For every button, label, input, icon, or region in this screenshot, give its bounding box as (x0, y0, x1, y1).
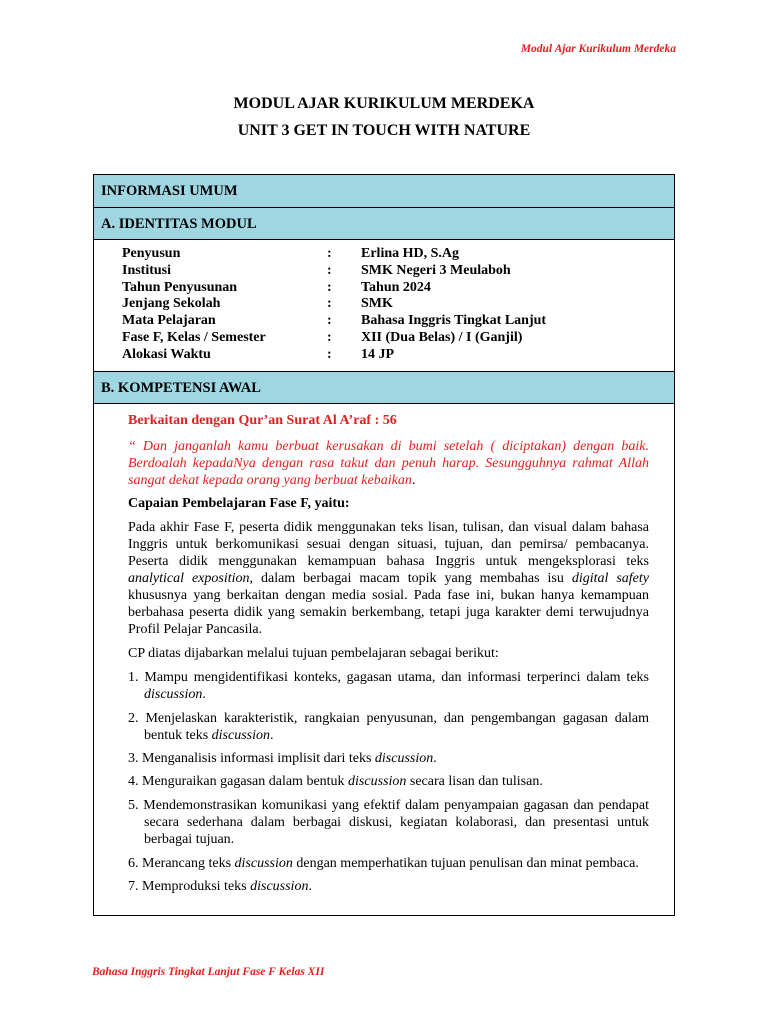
quote-end: . (411, 473, 416, 488)
section-kompetensi-awal: B. KOMPETENSI AWAL (94, 372, 674, 404)
identity-value: 14 JP (361, 346, 395, 362)
identity-key: Mata Pelajaran (122, 313, 216, 329)
identity-row (122, 330, 674, 347)
running-header: Modul Ajar Kurikulum Merdeka (520, 43, 676, 55)
list-item (128, 878, 649, 895)
identity-value: SMK Negeri 3 Meulaboh (361, 262, 511, 278)
goal-term: discussion (211, 727, 270, 743)
identity-row (122, 313, 674, 330)
document-title: MODUL AJAR KURIKULUM MERDEKA (233, 95, 535, 112)
goal-text: secara lisan dan tulisan. (406, 774, 543, 790)
identity-key: Jenjang Sekolah (122, 296, 221, 312)
goal-text: 1. Mampu mengidentifikasi konteks, gagasan utama, dan informasi terperinci dalam teks (128, 670, 649, 685)
list-item (128, 669, 649, 704)
goal-text: 2. Menjelaskan karakteristik, rangkaian penyusunan, dan pengembangan gagasan dalam bentuk teks (128, 710, 649, 743)
goal-text: dengan memperhatikan tujuan penulisan dan minat pembaca. (292, 855, 639, 871)
identity-key: Alokasi Waktu (122, 346, 211, 362)
identity-key: Tahun Penyusunan (122, 279, 238, 295)
kompetensi-content (94, 404, 674, 895)
goal-term: discussion (144, 687, 203, 703)
cp-term: analytical exposition (128, 571, 250, 586)
identity-colon: : (327, 279, 332, 295)
cp-text: , dalam berbagai macam topik yang membahas isu (249, 571, 572, 586)
identity-key: Fase F, Kelas / Semester (122, 329, 266, 345)
identity-key: Institusi (122, 262, 172, 278)
section-informasi-umum: INFORMASI UMUM (94, 175, 674, 208)
identity-row (122, 246, 674, 263)
running-footer: Bahasa Inggris Tingkat Lanjut Fase F Kelas XII (92, 966, 325, 978)
goal-text: 4. Menguraikan gagasan dalam bentuk (128, 774, 349, 790)
identity-colon: : (327, 329, 332, 345)
identity-value: Bahasa Inggris Tingkat Lanjut (361, 313, 547, 329)
list-item (128, 773, 649, 790)
identity-value: SMK (361, 296, 393, 312)
cp-text: Pada akhir Fase F, peserta didik menggunakan teks lisan, tulisan, dan visual dalam bahasa Inggris untuk berkomunikasi sesuai dengan situasi, tujuan, dan pemirsa/ pembacanya. Peserta didik menggunakan kemampuan bahasa Inggris untuk mengeksplorasi teks (128, 520, 649, 569)
document-subtitle: UNIT 3 GET IN TOUCH WITH NATURE (237, 122, 531, 139)
identity-value: Erlina HD, S.Ag (361, 246, 460, 261)
goal-text: . (308, 878, 312, 894)
goal-text: 3. Menganalisis informasi implisit dari teks (128, 751, 375, 767)
identity-row (122, 347, 674, 364)
list-item (128, 750, 649, 767)
identity-key: Penyusun (122, 246, 181, 261)
identity-value: XII (Dua Belas) / I (Ganjil) (361, 329, 523, 345)
goal-term: discussion (250, 878, 309, 894)
goal-term: discussion (234, 855, 293, 871)
identity-row (122, 296, 674, 313)
goal-text: . (433, 751, 437, 767)
list-item (128, 710, 649, 745)
list-item (128, 797, 649, 849)
goal-text: 7. Memproduksi teks (128, 878, 251, 894)
module-info-table (93, 174, 675, 916)
cp-paragraph (128, 519, 649, 638)
goal-term: discussion (374, 751, 434, 767)
cp-text: khususnya yang berkaitan dengan media sosial. Pada fase ini, bukan hanya kemampuan berbahasa peserta didik yang semakin berkembang, tetapi juga karakter demi terwujudnya Profil Pelajar Pancasila. (128, 588, 649, 637)
surah-quote (128, 438, 649, 489)
cp-intro: CP diatas dijabarkan melalui tujuan pembelajaran sebagai berikut: (128, 646, 499, 661)
goal-text: 5. Mendemonstrasikan komunikasi yang efektif dalam penyampaian gagasan dan pendapat secara sederhana dalam berbagai diskusi, kegiatan kolaborasi, dan presentasi untuk berbagai tujuan. (128, 797, 649, 848)
learning-goals-list (128, 669, 649, 895)
surah-heading: Berkaitan dengan Qur’an Surat Al A’raf : 56 (128, 413, 397, 428)
list-item (128, 855, 649, 872)
goal-text: . (202, 687, 206, 703)
goal-term: discussion (348, 774, 407, 790)
section-identitas-modul: A. IDENTITAS MODUL (94, 208, 674, 240)
identity-colon: : (327, 246, 332, 261)
identity-value: Tahun 2024 (361, 279, 431, 295)
quote-text: Dan janganlah kamu berbuat kerusakan di bumi setelah ( diciptakan) dengan baik. Berdoalah kepadaNya dengan rasa takut dan penuh harap. Sesungguhnya rahmat Allah sangat dekat kepada orang yang berbuat kebaikan (128, 439, 649, 488)
identity-colon: : (327, 346, 332, 362)
cp-term: digital safety (571, 571, 649, 586)
goal-text: . (270, 727, 274, 743)
identity-colon: : (327, 313, 332, 329)
identity-colon: : (327, 296, 332, 312)
cp-heading: Capaian Pembelajaran Fase F, yaitu: (128, 496, 350, 511)
identity-row (122, 263, 674, 280)
identity-list (94, 240, 674, 372)
identity-colon: : (327, 262, 332, 278)
identity-row (122, 280, 674, 297)
goal-text: 6. Merancang teks (128, 855, 235, 871)
quote-mark: “ (128, 439, 136, 454)
